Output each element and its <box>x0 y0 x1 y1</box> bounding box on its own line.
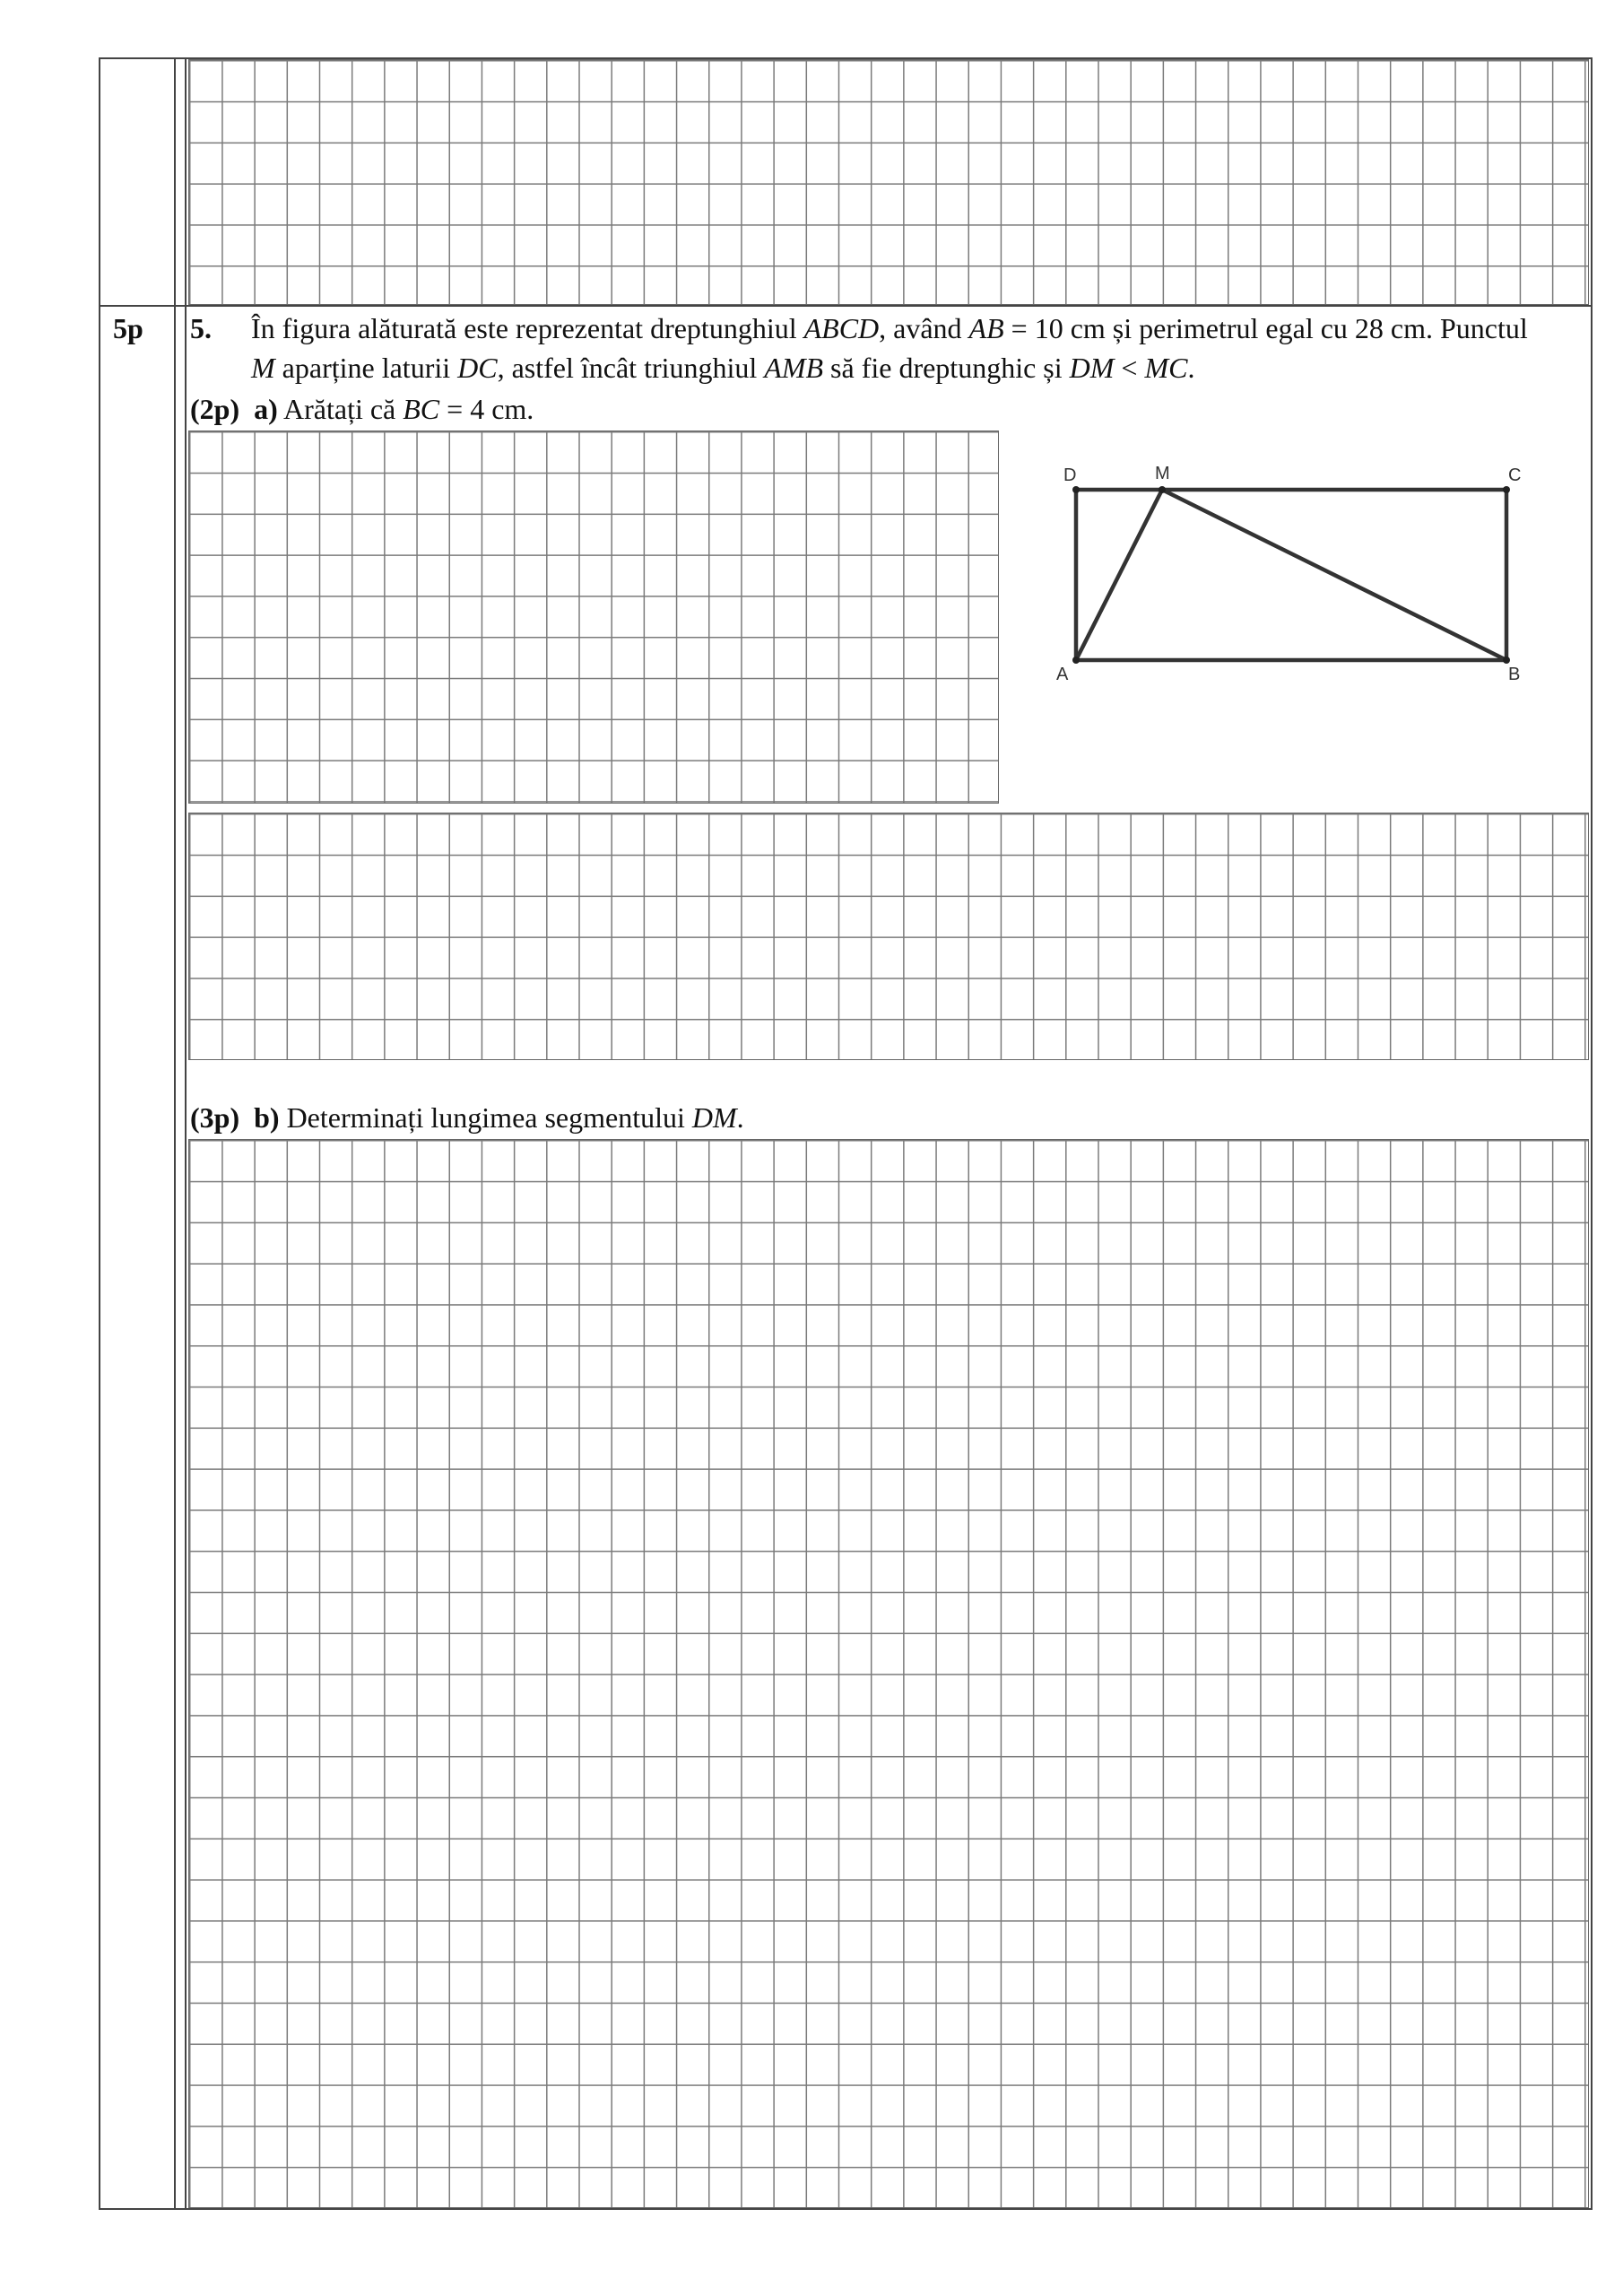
label-m: M <box>1155 464 1170 483</box>
row-divider <box>99 305 1593 307</box>
vertex-c <box>1503 486 1510 493</box>
segment-mc: MC <box>1144 352 1188 384</box>
answer-grid-a-wide[interactable] <box>188 813 1589 1060</box>
points-label: 5p <box>113 312 143 344</box>
triangle-amb: AMB <box>764 352 824 384</box>
label-c: C <box>1508 465 1522 485</box>
less-than: < <box>1114 352 1145 384</box>
part-b-prompt <box>190 1100 744 1135</box>
statement-text: , având <box>879 312 969 344</box>
segment-bc: BC <box>403 393 440 425</box>
vertex-a <box>1072 657 1080 664</box>
segment-am <box>1076 490 1162 660</box>
label-d: D <box>1063 465 1077 485</box>
part-a-label: a) <box>254 393 278 425</box>
column-divider-right <box>185 57 187 2210</box>
vertex-d <box>1072 486 1080 493</box>
segment-ab: AB <box>968 312 1004 344</box>
part-b-points: (3p) <box>190 1101 240 1134</box>
rectangle-figure <box>1040 457 1542 691</box>
part-a-prompt <box>190 391 534 427</box>
statement-text: = 10 cm și perimetrul egal cu 28 cm. Punctul <box>1003 312 1528 344</box>
vertex-m <box>1159 486 1166 493</box>
statement-text: . <box>1187 352 1195 384</box>
part-a-text: Arătați că <box>277 393 404 425</box>
answer-grid-a-left[interactable] <box>188 430 999 804</box>
part-b-text: Determinați lungimea segmentului <box>279 1101 692 1134</box>
problem-statement-line-1 <box>251 310 1528 346</box>
label-b: B <box>1508 665 1521 684</box>
answer-grid-top[interactable] <box>188 59 1589 305</box>
column-divider-left <box>174 57 176 2210</box>
statement-text: În figura alăturată este reprezentat dreptunghiul <box>251 312 804 344</box>
problem-statement-line-2 <box>251 350 1194 386</box>
statement-text: , astfel încât triunghiul <box>497 352 765 384</box>
segment-dc: DC <box>457 352 498 384</box>
vertex-b <box>1503 657 1510 664</box>
statement-text: aparține laturii <box>274 352 458 384</box>
segment-dm: DM <box>1069 352 1115 384</box>
point-m: M <box>251 352 275 384</box>
segment-mb <box>1162 490 1506 660</box>
label-a: A <box>1056 665 1069 684</box>
part-b-text: . <box>736 1101 744 1134</box>
statement-text: să fie dreptunghic și <box>823 352 1070 384</box>
rectangle-abcd <box>1076 490 1506 660</box>
answer-grid-b[interactable] <box>188 1139 1589 2208</box>
segment-dm: DM <box>691 1101 737 1134</box>
rectangle-name: ABCD <box>803 312 880 344</box>
part-a-points: (2p) <box>190 393 240 425</box>
problem-number: 5. <box>190 312 212 344</box>
part-a-text: = 4 cm. <box>439 393 534 425</box>
part-b-label: b) <box>254 1101 280 1134</box>
